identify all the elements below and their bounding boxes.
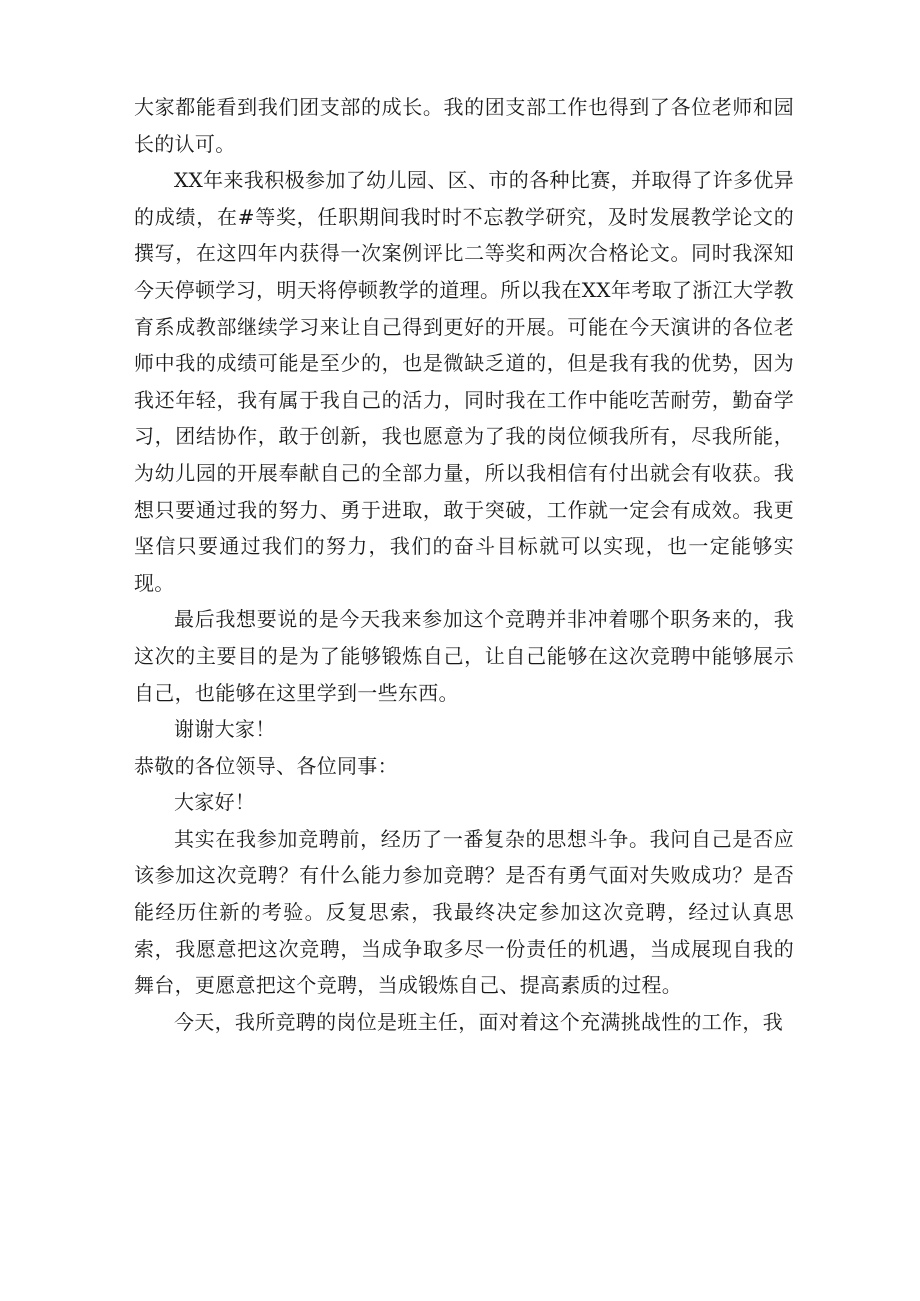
salutation: 恭敬的各位领导、各位同事：: [134, 753, 398, 778]
paragraph-thanks: 谢谢大家！: [174, 717, 276, 742]
paragraph-decision: 其实在我参加竞聘前，经历了一番复杂的思想斗争。我问自己是否应该参加这次竞聘？有什么能力参加竞聘？是否有勇气面对失败成功？是否能经历住新的考验。反复思索，我最终决定参加这次竞聘，经过认真思索，我愿意把这次竞聘，当成争取多尽一份责任的机遇，当成展现自我的舞台，更愿意把这个竞聘，当成锻炼自己、提高素质的过程。: [134, 826, 794, 998]
paragraph-closing-remarks: 最后我想要说的是今天我来参加这个竞聘并非冲着哪个职务来的，我这次的主要目的是为了能够锻炼自己，让自己能够在这次竞聘中能够展示自己，也能够在这里学到一些东西。: [134, 607, 794, 705]
paragraph-achievements: XX年来我积极参加了幼儿园、区、市的各种比赛，并取得了许多优异的成绩，在#等奖，任职期间我时时不忘教学研究，及时发展教学论文的撰写，在这四年内获得一次案例评比二等奖和两次合格论文。同时我深知今天停顿学习，明天将停顿教学的道理。所以我在XX年考取了浙江大学教育系成教部继续学习来让自己得到更好的开展。可能在今天演讲的各位老师中我的成绩可能是至少的，也是微缺乏道的，但是我有我的优势，因为我还年轻，我有属于我自己的活力，同时我在工作中能吃苦耐劳，勤奋学习，团结协作，敢于创新，我也愿意为了我的岗位倾我所有，尽我所能，为幼儿园的开展奉献自己的全部力量，所以我相信有付出就会有收获。我想只要通过我的努力、勇于进取，敢于突破，工作就一定会有成效。我更坚信只要通过我们的努力，我们的奋斗目标就可以实现，也一定能够实现。: [134, 168, 794, 595]
document-body: [134, 89, 794, 1040]
greeting: 大家好！: [174, 790, 256, 815]
paragraph-continuation: 大家都能看到我们团支部的成长。我的团支部工作也得到了各位老师和园长的认可。: [134, 95, 794, 156]
paragraph-position: 今天，我所竞聘的岗位是班主任，面对着这个充满挑战性的工作，我: [174, 1009, 783, 1034]
